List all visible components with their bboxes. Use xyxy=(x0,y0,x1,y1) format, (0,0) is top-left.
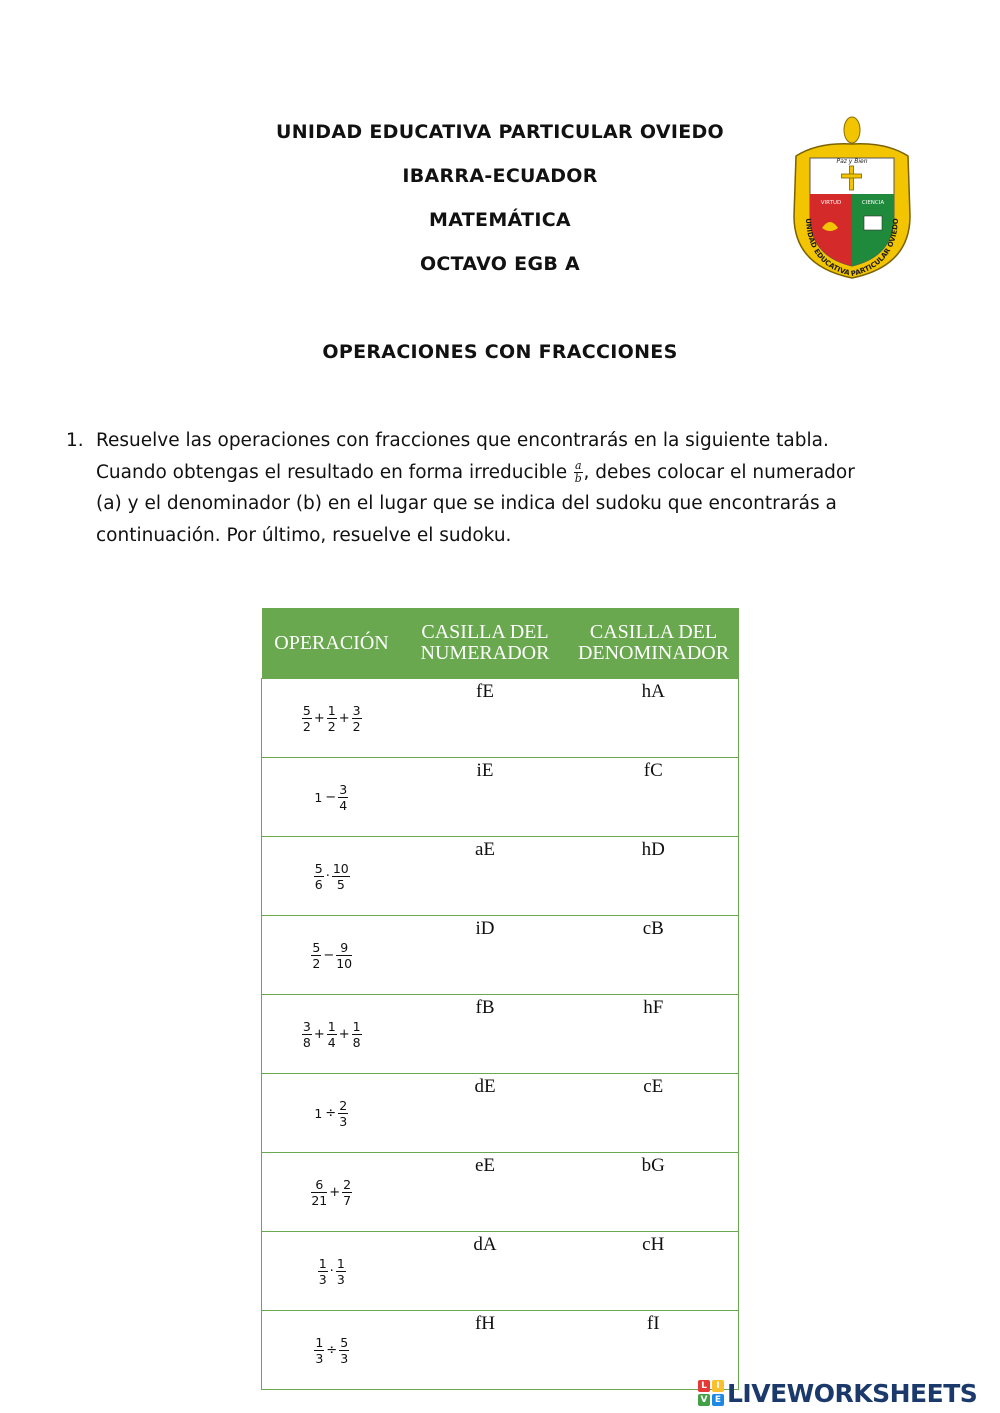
operation-cell xyxy=(262,1232,402,1311)
instruction-number: 1. xyxy=(66,430,84,451)
fraction: $\frac{6}{21}$ xyxy=(311,1176,328,1208)
fraction: $\frac{3}{2}$ xyxy=(352,702,361,734)
fraction: $\frac{1}{8}$ xyxy=(352,1018,361,1050)
irreducible-fraction: $\frac{a}{b}$ xyxy=(574,459,582,485)
operator: + xyxy=(329,1184,341,1200)
denominator-cell-ref: hD xyxy=(569,837,739,916)
operation-cell xyxy=(262,1074,402,1153)
instruction-line-3: (a) y el denominador (b) en el lugar que se indica del sudoku que encontrarás a xyxy=(96,493,837,514)
denominator-cell-ref: cH xyxy=(569,1232,739,1311)
header-operation: OPERACIÓN xyxy=(262,608,402,679)
fraction: $\frac{5}{6}$ xyxy=(314,860,323,892)
numerator-cell-ref: fH xyxy=(402,1311,569,1390)
numerator-cell-ref: eE xyxy=(402,1153,569,1232)
operator: + xyxy=(338,1026,350,1042)
numerator-cell-ref: iD xyxy=(402,916,569,995)
operator: + xyxy=(313,710,325,726)
operator: ÷ xyxy=(325,1105,337,1121)
fraction: $\frac{2}{7}$ xyxy=(343,1176,352,1208)
fraction: $\frac{1}{2}$ xyxy=(327,702,336,734)
operation-expression xyxy=(301,1019,363,1050)
header-denominator-cell: CASILLA DEL DENOMINADOR xyxy=(569,608,739,679)
denominator-cell-ref: hA xyxy=(569,679,739,758)
operator: + xyxy=(313,1026,325,1042)
grade: OCTAVO EGB A xyxy=(419,253,581,275)
school-seal xyxy=(788,116,916,280)
operation-cell xyxy=(262,679,402,758)
header-numerator-cell: CASILLA DEL NUMERADOR xyxy=(402,608,569,679)
instruction xyxy=(66,425,866,551)
liveworksheets-logo-icon: L I V E xyxy=(698,1380,724,1406)
numerator-cell-ref: fB xyxy=(402,995,569,1074)
fraction: $\frac{9}{10}$ xyxy=(336,939,353,971)
table-row xyxy=(262,1153,739,1232)
operation-expression xyxy=(314,782,349,813)
instruction-line-2: Cuando obtengas el resultado en forma irreducible $\frac{a}{b}$ , debes colocar el numerador xyxy=(96,459,855,485)
whole-number: 1 xyxy=(314,789,323,805)
operator: · xyxy=(329,1263,334,1279)
table-row xyxy=(262,1232,739,1311)
numerator-cell-ref: fE xyxy=(402,679,569,758)
table-row xyxy=(262,995,739,1074)
operation-expression xyxy=(313,1335,350,1366)
whole-number: 1 xyxy=(314,1105,323,1121)
operation-expression xyxy=(313,861,351,892)
table-row xyxy=(262,1311,739,1390)
fraction: $\frac{3}{8}$ xyxy=(302,1018,311,1050)
operation-expression xyxy=(314,1098,349,1129)
denominator-cell-ref: fI xyxy=(569,1311,739,1390)
table-row xyxy=(262,1074,739,1153)
instruction-line-4: continuación. Por último, resuelve el sudoku. xyxy=(96,524,512,546)
table-row xyxy=(262,837,739,916)
svg-text:Paz y Bien: Paz y Bien xyxy=(836,158,868,165)
school-city: IBARRA-ECUADOR xyxy=(402,165,598,187)
liveworksheets-wordmark: LIVEWORKSHEETS xyxy=(727,1378,978,1408)
fraction: $\frac{1}{3}$ xyxy=(318,1255,327,1287)
operation-cell xyxy=(262,837,402,916)
fraction: $\frac{1}{4}$ xyxy=(327,1018,336,1050)
operations-table xyxy=(261,608,739,1390)
school-name: UNIDAD EDUCATIVA PARTICULAR OVIEDO xyxy=(275,121,725,143)
numerator-cell-ref: aE xyxy=(402,837,569,916)
table-row xyxy=(262,679,739,758)
subject: MATEMÁTICA xyxy=(429,209,571,231)
operation-cell xyxy=(262,1153,402,1232)
liveworksheets-brand xyxy=(698,1378,977,1408)
fraction: $\frac{1}{3}$ xyxy=(315,1334,324,1366)
worksheet-title: OPERACIONES CON FRACCIONES xyxy=(322,341,678,363)
numerator-cell-ref: iE xyxy=(402,758,569,837)
operator: · xyxy=(325,868,330,884)
instruction-line-1: Resuelve las operaciones con fracciones que encontrarás en la siguiente tabla. xyxy=(96,430,829,451)
denominator-cell-ref: hF xyxy=(569,995,739,1074)
table-row xyxy=(262,758,739,837)
fraction: $\frac{5}{2}$ xyxy=(312,939,321,971)
fraction: $\frac{2}{3}$ xyxy=(339,1097,348,1129)
fraction: $\frac{1}{3}$ xyxy=(336,1255,345,1287)
svg-text:VIRTUD: VIRTUD xyxy=(820,200,842,206)
operator: ÷ xyxy=(326,1342,338,1358)
operation-cell xyxy=(262,1311,402,1390)
table-row xyxy=(262,916,739,995)
fraction: $\frac{5}{3}$ xyxy=(340,1334,349,1366)
operator: + xyxy=(338,710,350,726)
operation-expression xyxy=(310,940,353,971)
numerator-cell-ref: dA xyxy=(402,1232,569,1311)
numerator-cell-ref: dE xyxy=(402,1074,569,1153)
svg-text:CIENCIA: CIENCIA xyxy=(861,200,885,206)
denominator-cell-ref: fC xyxy=(569,758,739,837)
denominator-cell-ref: bG xyxy=(569,1153,739,1232)
operation-cell xyxy=(262,758,402,837)
svg-text:UNIDAD EDUCATIVA PARTICULAR OV: UNIDAD EDUCATIVA PARTICULAR OVIEDO xyxy=(803,218,901,279)
operation-expression xyxy=(310,1177,353,1208)
denominator-cell-ref: cE xyxy=(569,1074,739,1153)
operation-expression xyxy=(301,703,363,734)
operation-cell xyxy=(262,995,402,1074)
denominator-cell-ref: cB xyxy=(569,916,739,995)
operator: − xyxy=(323,947,335,963)
fraction: $\frac{3}{4}$ xyxy=(339,781,348,813)
operation-expression xyxy=(317,1256,347,1287)
fraction: $\frac{5}{2}$ xyxy=(302,702,311,734)
operator: − xyxy=(325,789,337,805)
operation-cell xyxy=(262,916,402,995)
fraction: $\frac{10}{5}$ xyxy=(332,860,349,892)
table-header-row xyxy=(262,608,739,679)
